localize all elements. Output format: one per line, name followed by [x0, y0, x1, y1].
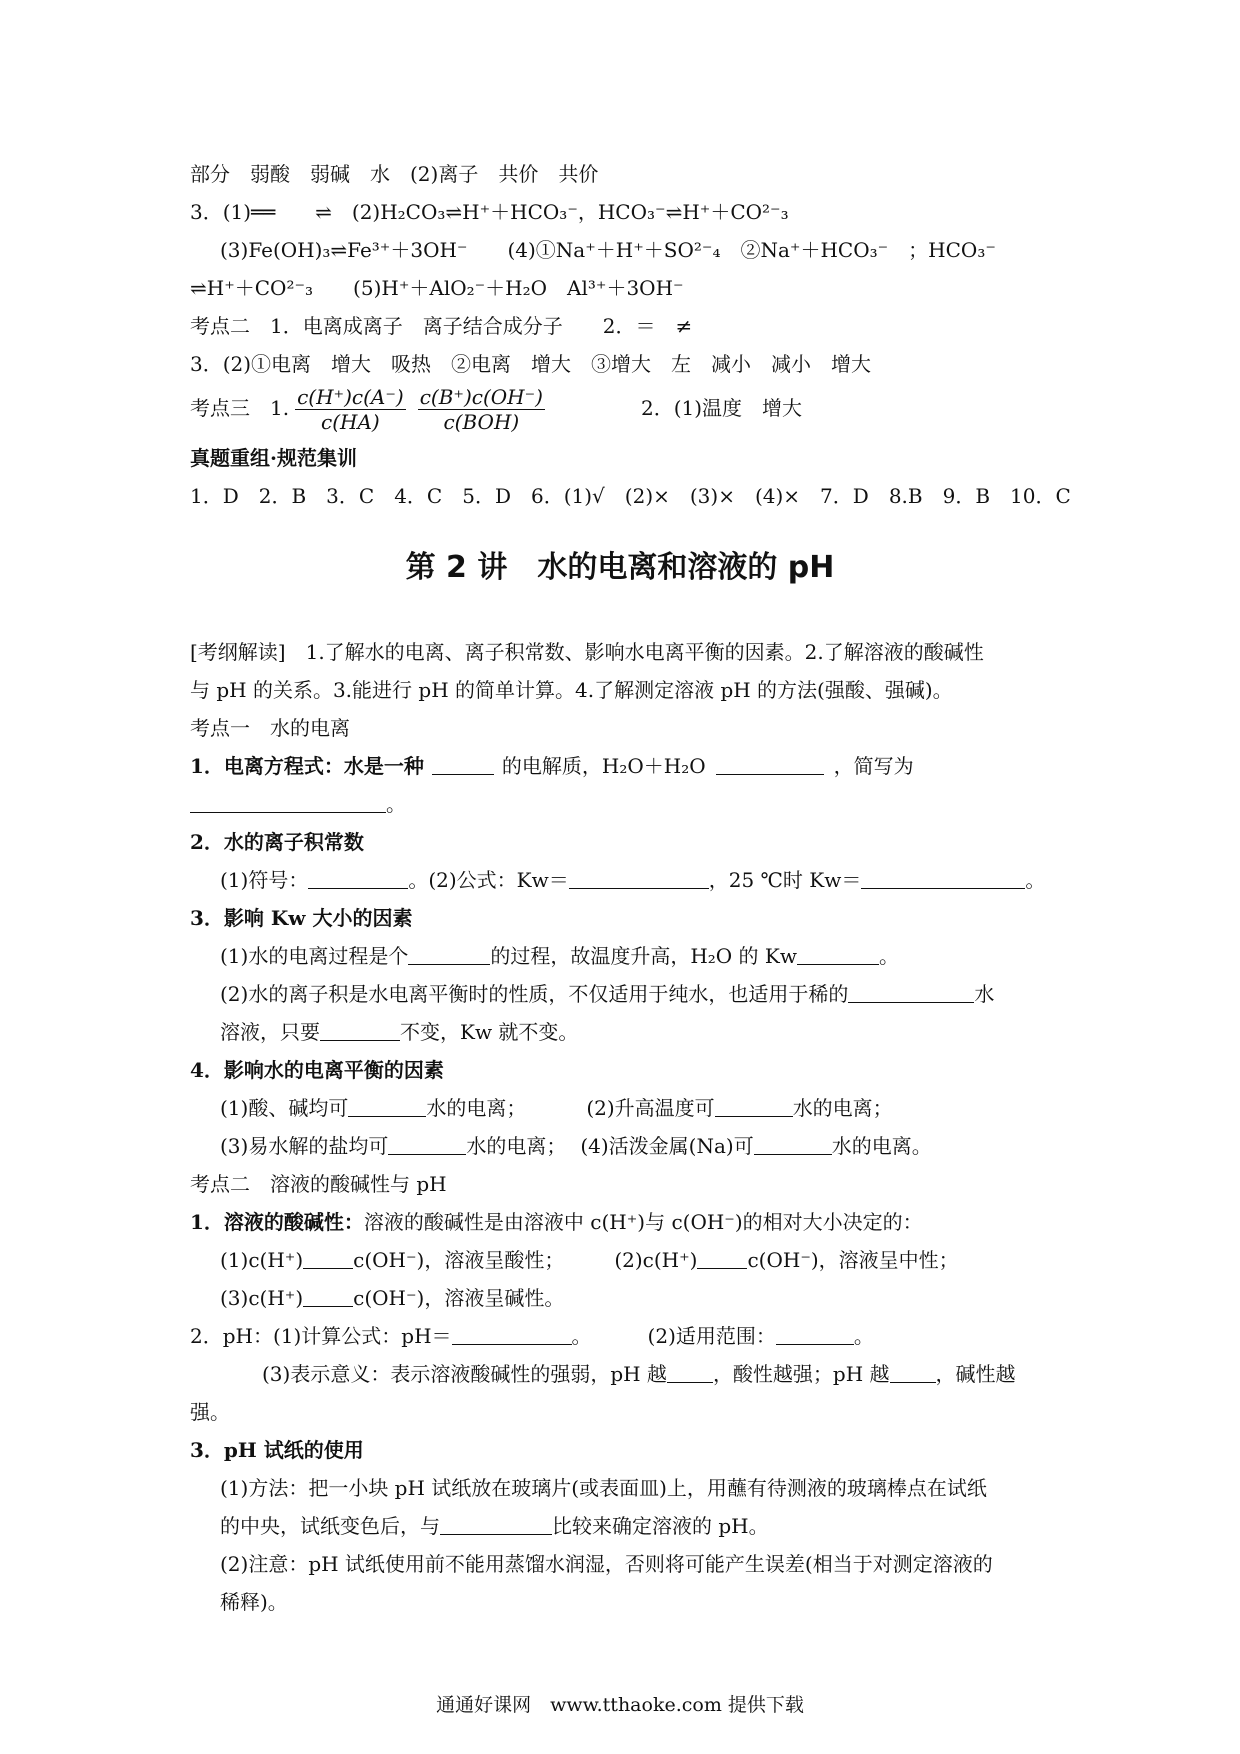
- answer-line-9: 1．D 2．B 3．C 4．C 5．D 6．(1)√ (2)× (3)× (4)× 7．D 8.B 9．B 10．C: [190, 484, 1071, 508]
- answer-line-3: (3)Fe(OH)₃⇌Fe³⁺＋3OH⁻ (4)①Na⁺＋H⁺＋SO²⁻₄ ②Na⁺＋HCO₃⁻ ；HCO₃⁻: [220, 238, 996, 262]
- blank-13[interactable]: [388, 1134, 466, 1155]
- blank-11[interactable]: [348, 1096, 426, 1117]
- blank-5[interactable]: [569, 868, 709, 889]
- blank-7[interactable]: [408, 944, 490, 965]
- body-line-18: (3)c(H⁺) c(OH⁻)，溶液呈碱性。: [220, 1286, 565, 1310]
- body-line-22: 3．pH 试纸的使用: [190, 1438, 364, 1462]
- blank-8[interactable]: [797, 944, 879, 965]
- blank-18[interactable]: [452, 1324, 572, 1345]
- body-line-20: (3)表示意义：表示溶液酸碱性的强弱，pH 越 ，酸性越强；pH 越 ，碱性越: [262, 1362, 1016, 1386]
- body-line-2: 与 pH 的关系。3.能进行 pH 的简单计算。4.了解测定溶液 pH 的方法(强酸、强碱)。: [190, 678, 953, 702]
- body-line-5: 。: [190, 790, 406, 818]
- answer-line-4: ⇌H⁺＋CO²⁻₃ (5)H⁺＋AlO₂⁻＋H₂O Al³⁺＋3OH⁻: [190, 276, 684, 300]
- body-line-24: 的中央，试纸变色后，与 比较来确定溶液的 pH。: [220, 1514, 769, 1538]
- section-heading-practice: 真题重组·规范集训: [190, 446, 357, 470]
- body-line-1: [考纲解读] 1.了解水的电离、离子积常数、影响水电离平衡的因素。2.了解溶液的酸碱性: [190, 640, 984, 664]
- blank-19[interactable]: [776, 1324, 854, 1345]
- body-line-16: 1．溶液的酸碱性：溶液的酸碱性是由溶液中 c(H⁺)与 c(OH⁻)的相对大小决定的：: [190, 1210, 923, 1234]
- lecture-title: 第 2 讲 水的电离和溶液的 pH: [405, 550, 835, 585]
- body-line-7: (1)符号： 。(2)公式：Kw＝ ，25 ℃时 Kw＝ 。: [220, 868, 1046, 892]
- body-line-10: (2)水的离子积是水电离平衡时的性质，不仅适用于纯水，也适用于稀的 水: [220, 982, 995, 1006]
- answer-line-5: 考点二 1．电离成离子 离子结合成分子 2．＝ ≠: [190, 314, 693, 338]
- body-line-13: (1)酸、碱均可 水的电离； (2)升高温度可 水的电离；: [220, 1096, 893, 1120]
- body-line-25: (2)注意：pH 试纸使用前不能用蒸馏水润湿，否则将可能产生误差(相当于对测定溶液的: [220, 1552, 993, 1576]
- body-line-14: (3)易水解的盐均可 水的电离； (4)活泼金属(Na)可 水的电离。: [220, 1134, 932, 1158]
- body-line-11: 溶液，只要 不变，Kw 就不变。: [220, 1020, 579, 1044]
- answer-line-7: [190, 382, 802, 434]
- body-line-4: 1．电离方程式：水是一种 的电解质，H₂O＋H₂O ，简写为: [190, 754, 914, 778]
- blank-15[interactable]: [303, 1248, 353, 1269]
- body-line-17: (1)c(H⁺) c(OH⁻)，溶液呈酸性； (2)c(H⁺) c(OH⁻)，溶液呈中性；: [220, 1248, 959, 1272]
- answer-line-6: 3．(2)①电离 增大 吸热 ②电离 增大 ③增大 左 减小 减小 增大: [190, 352, 872, 376]
- body-line-26: 稀释)。: [220, 1590, 288, 1614]
- blank-4[interactable]: [308, 868, 408, 889]
- body-line-6: 2．水的离子积常数: [190, 830, 364, 854]
- blank-10[interactable]: [320, 1020, 400, 1041]
- body-line-12: 4．影响水的电离平衡的因素: [190, 1058, 444, 1082]
- body-line-21: 强。: [190, 1400, 230, 1424]
- body-line-23: (1)方法：把一小块 pH 试纸放在玻璃片(或表面皿)上，用蘸有待测液的玻璃棒点在试纸: [220, 1476, 987, 1500]
- answer-line-2: 3．(1)══ ⇌ (2)H₂CO₃⇌H⁺＋HCO₃⁻，HCO₃⁻⇌H⁺＋CO²⁻₃: [190, 200, 789, 224]
- blank-21[interactable]: [890, 1362, 936, 1383]
- blank-9[interactable]: [848, 982, 974, 1003]
- body-line-9: (1)水的电离过程是个 的过程，故温度升高，H₂O 的 Kw 。: [220, 944, 899, 968]
- blank-20[interactable]: [667, 1362, 713, 1383]
- point3-tail: 2．(1)温度 增大: [640, 396, 803, 420]
- body-line-3: 考点一 水的电离: [190, 716, 350, 740]
- answer-line-1: 部分 弱酸 弱碱 水 (2)离子 共价 共价: [190, 162, 599, 186]
- page-footer: 通通好课网 www.tthaoke.com 提供下载: [436, 1694, 804, 1716]
- blank-1[interactable]: [432, 754, 494, 775]
- blank-12[interactable]: [715, 1096, 793, 1117]
- body-line-15: 考点二 溶液的酸碱性与 pH: [190, 1172, 447, 1196]
- blank-6[interactable]: [861, 868, 1025, 889]
- blank-17[interactable]: [303, 1286, 353, 1307]
- body-line-8: 3．影响 Kw 大小的因素: [190, 906, 413, 930]
- blank-14[interactable]: [754, 1134, 832, 1155]
- body-line-19: 2．pH：(1)计算公式：pH＝ 。 (2)适用范围： 。: [190, 1324, 874, 1348]
- ka-fraction: $\frac{c(H^+)c(A^-)}{c(HA)}$: [297, 385, 404, 434]
- blank-2[interactable]: [716, 754, 824, 775]
- blank-22[interactable]: [440, 1514, 552, 1535]
- point3-label: 考点三 1.: [190, 396, 290, 420]
- kb-fraction: $\frac{c(B^+)c(OH^-)}{\text{c(BOH)}}$: [419, 385, 543, 434]
- blank-16[interactable]: [697, 1248, 747, 1269]
- blank-3[interactable]: [190, 792, 386, 813]
